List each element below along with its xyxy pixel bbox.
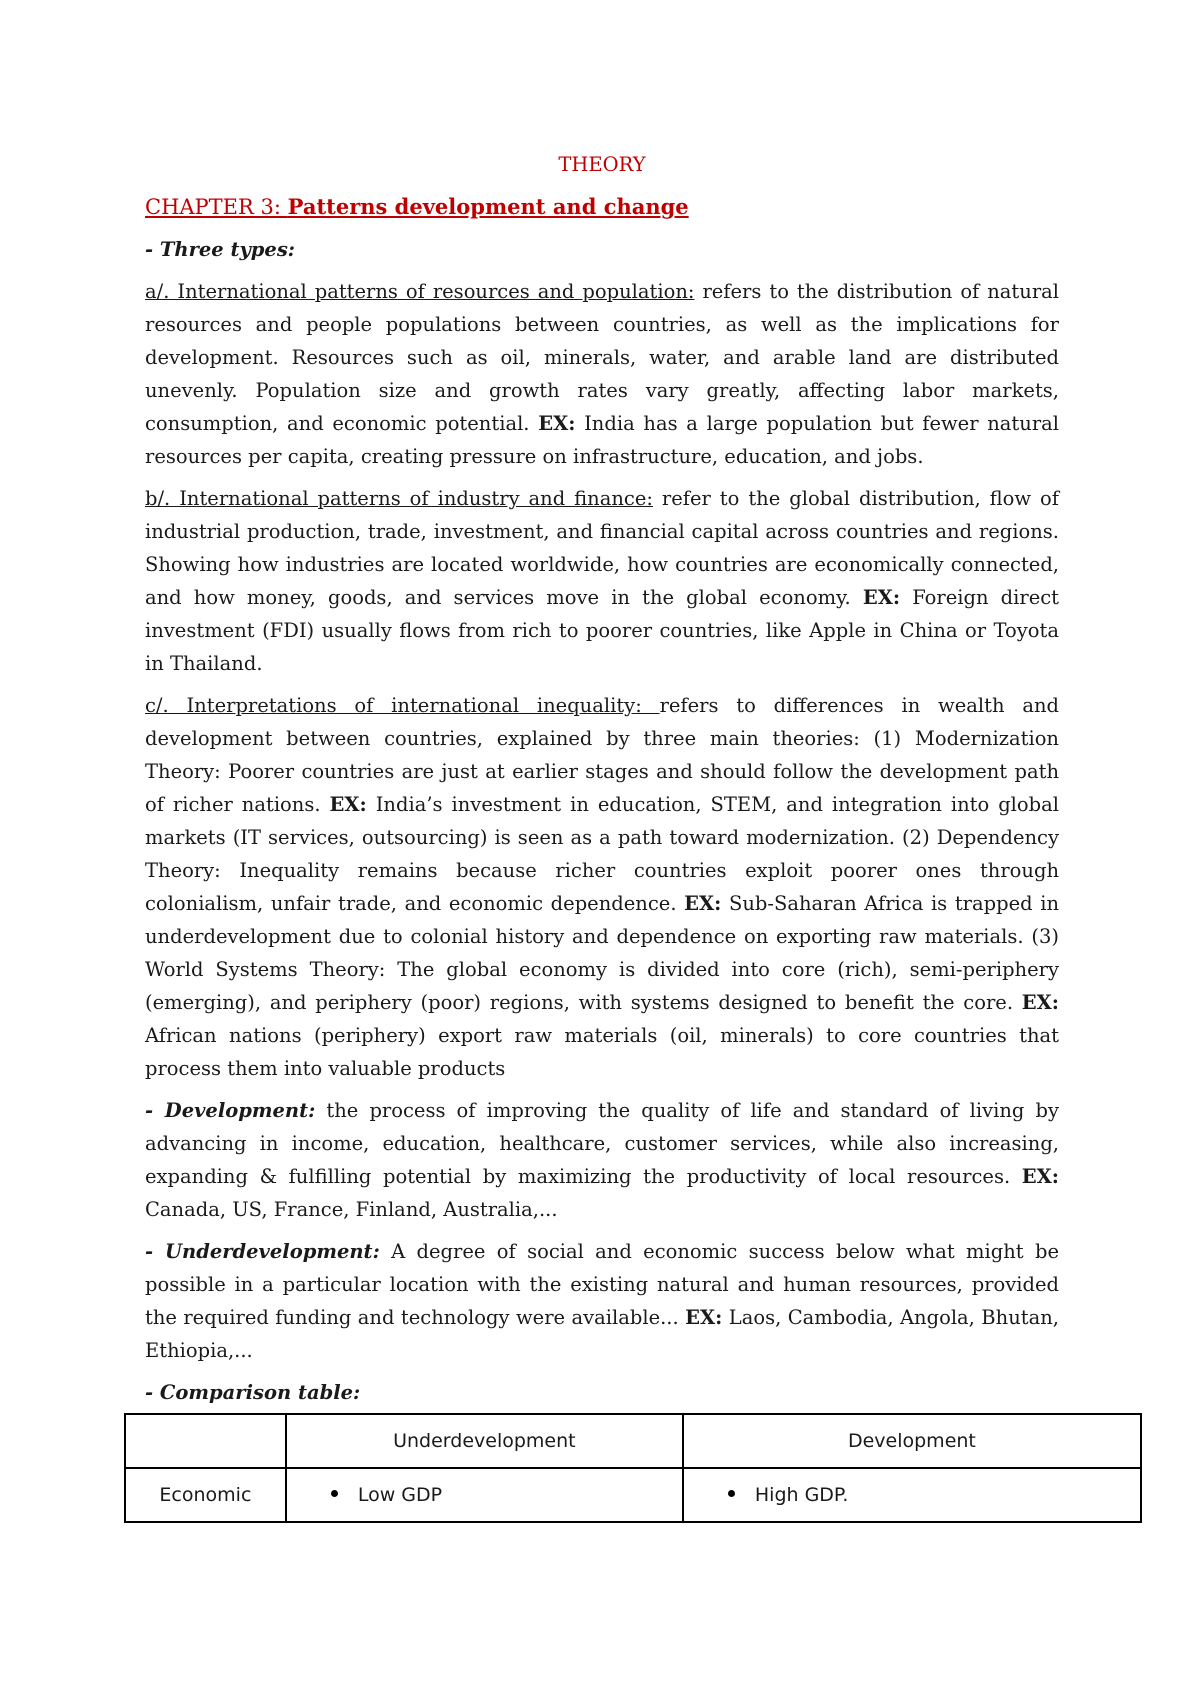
underdevelopment-ex-text: Laos, Cambodia, Angola, Bhutan, Ethiopia,... bbox=[145, 1306, 1059, 1362]
section-c-paragraph bbox=[145, 689, 1059, 1085]
section-b-ex-label: EX: bbox=[862, 586, 901, 609]
table-cell-text: High GDP. bbox=[754, 1483, 849, 1506]
chapter-heading bbox=[145, 189, 1059, 225]
section-c-ex1-text: India’s investment in education, STEM, and integration into global markets (IT services, outsourcing) is seen as a path toward modernization. (2) Dependency Theory: Inequality remains because richer countries exploit poorer ones through colonialism, unfair trade, and economic dependence. bbox=[145, 793, 1060, 915]
underdevelopment-label: - Underdevelopment: bbox=[145, 1240, 380, 1263]
development-ex-text: Canada, US, France, Finland, Australia,... bbox=[145, 1198, 558, 1221]
underdevelopment-body: A degree of social and economic success below what might be possible in a particular location with the existing natural and human resources, provided the required funding and technology were available... bbox=[145, 1240, 1059, 1329]
section-c-ex2-label: EX: bbox=[684, 892, 722, 915]
development-label: - Development: bbox=[145, 1099, 316, 1122]
bullet-icon bbox=[331, 1490, 338, 1497]
table-row-category: Economic bbox=[125, 1468, 286, 1522]
section-b-heading: b/. International patterns of industry and finance: bbox=[145, 487, 653, 510]
table-cell bbox=[683, 1468, 1141, 1522]
development-body: the process of improving the quality of life and standard of living by advancing in income, education, healthcare, customer services, while also increasing, expanding & fulfilling potential by maximizing the productivity of local resources. bbox=[145, 1099, 1059, 1188]
section-b-paragraph bbox=[145, 482, 1059, 680]
section-a-heading: a/. International patterns of resources and population: bbox=[145, 280, 695, 303]
section-a-ex-label: EX: bbox=[538, 412, 576, 435]
table-header-cell: Development bbox=[683, 1414, 1141, 1468]
comparison-label bbox=[145, 1376, 1059, 1409]
table-header-cell: Underdevelopment bbox=[286, 1414, 683, 1468]
three-types-text: - Three types: bbox=[145, 238, 296, 261]
table-row bbox=[125, 1468, 1141, 1522]
underdevelopment-ex-label: EX: bbox=[685, 1306, 723, 1329]
comparison-label-text: - Comparison table: bbox=[145, 1381, 361, 1404]
table-header-row bbox=[125, 1414, 1141, 1468]
section-c-ex1-label: EX: bbox=[329, 793, 367, 816]
table-cell-text: Low GDP bbox=[357, 1483, 443, 1506]
underdevelopment-paragraph bbox=[145, 1235, 1059, 1367]
section-c-ex3-text: African nations (periphery) export raw materials (oil, minerals) to core countries that process them into valuable products bbox=[145, 1024, 1059, 1080]
section-c-ex2-text: Sub-Saharan Africa is trapped in underdevelopment due to colonial history and dependence on exporting raw materials. (3) World Systems Theory: The global economy is divided into core (rich), semi-periphery (emerging), and periphery (poor) regions, with systems designed to benefit the core. bbox=[145, 892, 1060, 1014]
chapter-title: Patterns development and change bbox=[287, 194, 689, 219]
section-a-paragraph bbox=[145, 275, 1059, 473]
section-c-heading: c/. Interpretations of international inequality: bbox=[145, 694, 660, 717]
three-types-label bbox=[145, 233, 1059, 266]
bullet-icon bbox=[728, 1490, 735, 1497]
chapter-prefix: CHAPTER 3: bbox=[145, 195, 288, 219]
doc-title: THEORY bbox=[558, 153, 646, 176]
development-paragraph bbox=[145, 1094, 1059, 1226]
comparison-table bbox=[124, 1413, 1142, 1523]
table-cell bbox=[286, 1468, 683, 1522]
section-b-ex-text: Foreign direct investment (FDI) usually flows from rich to poorer countries, like Apple in China or Toyota in Thailand. bbox=[145, 586, 1059, 675]
section-c-ex3-label: EX: bbox=[1021, 991, 1059, 1014]
table-header-cell bbox=[125, 1414, 286, 1468]
section-c-body: refers to differences in wealth and development between countries, explained by three main theories: (1) Modernization Theory: Poorer countries are just at earlier stages and should follow the development path of richer nations. bbox=[145, 694, 1059, 816]
section-a-ex-text: India has a large population but fewer natural resources per capita, creating pressure on infrastructure, education, and jobs. bbox=[145, 412, 1060, 468]
section-a-body: refers to the distribution of natural resources and people populations between countries, as well as the implications for development. Resources such as oil, minerals, water, and arable land are distributed unevenly. Population size and growth rates vary greatly, affecting labor markets, consumption, and economic potential. bbox=[145, 280, 1060, 435]
section-b-body: refer to the global distribution, flow of industrial production, trade, investment, and financial capital across countries and regions. Showing how industries are located worldwide, how countries are economically connected, and how money, goods, and services move in the global economy. bbox=[145, 487, 1059, 609]
development-ex-label: EX: bbox=[1021, 1165, 1059, 1188]
document-content bbox=[145, 148, 1059, 1523]
